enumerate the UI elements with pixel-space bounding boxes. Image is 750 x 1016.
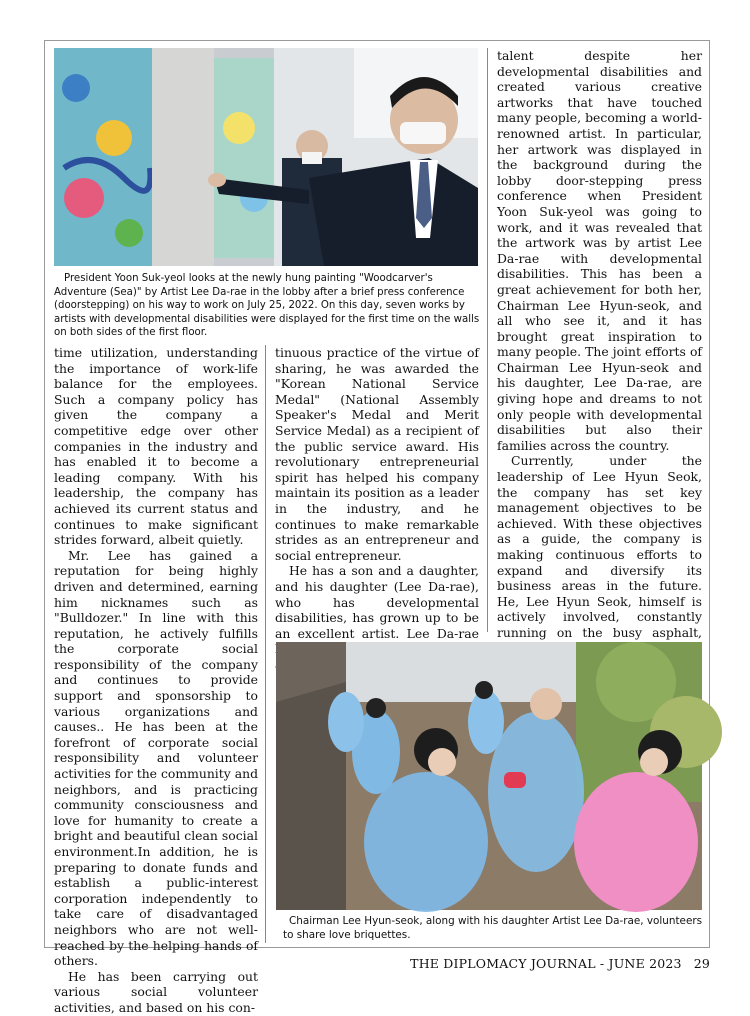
page-number: 29 xyxy=(693,956,710,971)
column-divider-2 xyxy=(487,48,488,632)
photo-president-artwork xyxy=(54,48,478,266)
article-column-3 xyxy=(497,48,702,640)
col3-paragraph-2-text: Currently, under the leadership of Lee Hyun Seok, the company has set key management objectives to be achieved. With these objectives as a guide, the company is making continuous efforts to expand and diversify its business areas in the future. He, Lee Hyun Seok, himself is actively involved, constantly running on the busy asphalt, xyxy=(497,453,702,640)
page-footer xyxy=(410,956,710,971)
top-photo-caption xyxy=(54,272,480,340)
col3-paragraph-1: talent despite her developmental disabilities and created various creative artworks that have touched many people, becoming a world-renowned artist. In particular, her artwork was displayed in the background during the lobby door-stepping press conference when President Yoon Suk-yeol was going to work, and it was revealed that the artwork was by artist Lee Da-rae with developmental disabilities. This has been a great achievement for both her, Chairman Lee Hyun-seok, and all who see it, and it has brought great inspiration to many people. The joint efforts of Chairman Lee Hyun-seok and his daughter, Lee Da-rae, are giving hope and dreams to not only people with developmental disabilities but also their families across the country. xyxy=(497,48,702,453)
col1-paragraph-2: Mr. Lee has gained a reputation for being highly driven and determined, earning him nicknames such as "Bulldozer." In line with this reputation, he actively fulfills the corporate social responsibility of the company and continues to provide support and sponsorship to various organizations and causes.. He has been at the forefront of corporate social responsibility and volunteer activities for the community and neighbors, and is practicing community consciousness and love for humanity to create a bright and beautiful clean social environment.In addition, he is preparing to donate funds and establish a public-interest corporation independently to take care of disadvantaged neighbors who are not well-reached by the helping hands of others. xyxy=(54,547,258,969)
publication-name: THE DIPLOMACY JOURNAL - JUNE 2023 xyxy=(410,956,682,971)
col1-paragraph-3: He has been carrying out various social volunteer activities, and based on his con- xyxy=(54,968,258,1015)
photo-volunteer-briquettes xyxy=(276,642,702,910)
article-column-1 xyxy=(54,345,258,1015)
article-column-2 xyxy=(275,345,479,641)
col2-paragraph-2: He has a son and a daughter, and his daughter (Lee Da-rae), who has developmental disabilities, has grown up to be an excellent artist. Lee Da-rae xyxy=(275,563,479,641)
bottom-photo-caption xyxy=(283,915,703,942)
col2-paragraph-1: tinuous practice of the virtue of sharing, he was awarded the "Korean National Service Medal" (National Assembly Speaker's Medal and Merit Service Medal) as a recipient of the public service award. His revolutionary entrepreneurial spirit has helped his company maintain its position as a leader in the industry, and he continues to make remarkable strides as an entrepreneur and social entrepreneur. xyxy=(275,345,479,563)
bottom-caption-text: Chairman Lee Hyun-seok, along with his daughter Artist Lee Da-rae, volunteers to share love briquettes. xyxy=(283,915,703,941)
column-divider-1 xyxy=(265,345,266,943)
top-caption-text: President Yoon Suk-yeol looks at the newly hung painting "Woodcarver's Adventure (Sea)" by Artist Lee Da-rae in the lobby after a brief press conference (doorstepping) on his way to work on July 25, 2022. On this day, seven works by artists with developmental disabilities were displayed for the first time on the walls on both sides of the first floor. xyxy=(54,273,480,339)
col1-paragraph-1: time utilization, understanding the importance of work-life balance for the employees. Such a company policy has given the company a competitive edge over other companies in the industry and has enabled it to become a leading company. With his leadership, the company has achieved its current status and continues to make significant strides forward, albeit quietly. xyxy=(54,345,258,548)
